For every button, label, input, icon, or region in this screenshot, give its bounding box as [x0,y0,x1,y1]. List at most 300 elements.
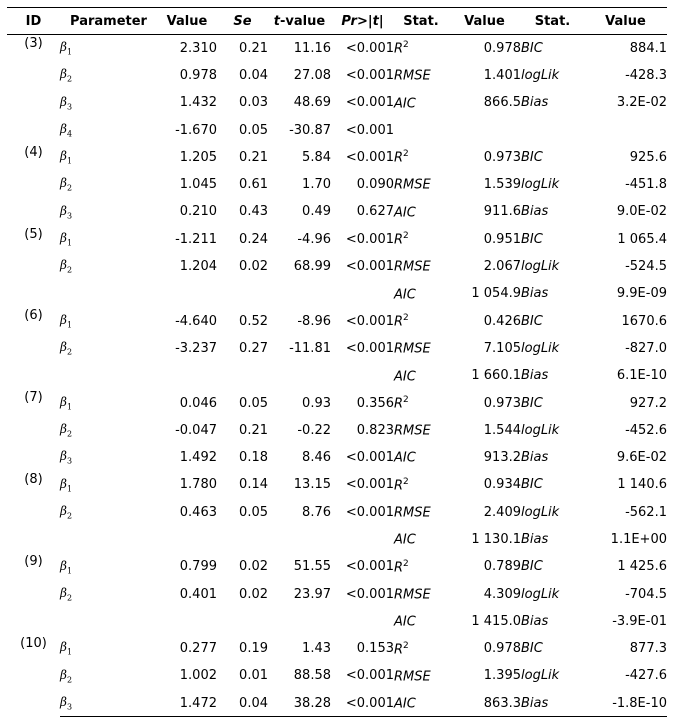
stat2-value-cell: 6.1E-10 [616,368,667,384]
se-cell: 0.21 [239,422,268,438]
stat-name: R [394,150,404,166]
stat-name-cell [394,635,448,662]
parameter-cell [60,499,157,526]
header-t-prefix: t [273,13,281,29]
value-cell: 1.492 [179,450,217,466]
p-value-cell: <0.001 [345,67,394,83]
stat2-value-cell: -524.5 [625,259,667,275]
value-cell: 1.472 [157,690,217,717]
t-value-cell: 8.76 [302,504,331,520]
stat2-value-cell [584,116,667,143]
se-cell: 0.61 [239,177,268,193]
stat-name-cell [394,144,448,171]
parameter-symbol: β [60,340,67,355]
table-row [7,89,667,116]
parameter-cell [60,198,157,225]
stat2-value-cell: -704.5 [625,586,667,602]
stat-name-cell [394,198,448,225]
table-row [7,62,667,89]
stat2-value-cell: 925.6 [629,149,667,165]
stat-name-cell [394,417,448,444]
stat-exponent: 2 [403,312,409,323]
stat2-value-cell: 1.1E+00 [610,531,667,547]
parameter-index: 2 [66,183,73,193]
table-row [7,335,667,362]
parameter-index: 3 [66,211,73,221]
value-cell: 1.204 [179,259,217,275]
p-value-cell: <0.001 [345,95,394,111]
value-cell: 1.045 [179,177,217,193]
table-row [7,35,667,62]
stat2-name-cell: logLik [521,259,560,275]
stat2-value-cell: 877.3 [629,641,667,657]
stat-name: R [394,641,404,657]
model-id: (9) [24,554,43,570]
stat-exponent: 2 [403,231,409,242]
parameter-index: 2 [66,593,73,603]
header-value: Value [157,8,217,35]
parameter-symbol: β [60,94,67,109]
p-value-cell: <0.001 [345,586,394,602]
se-cell: 0.21 [239,149,268,165]
stat2-value-cell: 9.9E-09 [616,286,667,302]
stat-name-cell [394,499,448,526]
stat-name: RMSE [394,341,431,357]
parameter-cell [60,307,157,334]
header-pr: Pr>|t| [331,8,394,35]
se-cell: 0.52 [239,313,268,329]
stat2-name-cell: BIC [521,641,543,657]
stat2-value-cell: -1.8E-10 [584,690,667,717]
stat2-value-cell: 1 425.6 [617,559,667,575]
stat-name-cell [394,580,448,607]
parameter-symbol: β [60,231,67,246]
se-cell [217,608,268,635]
table-row [7,116,667,143]
t-value-cell: -8.96 [297,313,331,329]
p-value-cell [331,362,394,389]
parameter-index: 1 [66,320,73,330]
value-cell [157,362,217,389]
t-value-cell: -0.22 [297,422,331,438]
stat-name: RMSE [394,68,431,84]
stat-value-cell: 1.395 [483,668,521,684]
stat-name-cell [394,335,448,362]
t-value-cell: 0.49 [302,204,331,220]
t-value-cell: 48.69 [293,95,331,111]
stat-name: RMSE [394,259,431,275]
parameter-cell [60,280,157,307]
t-value-cell: -30.87 [289,122,331,138]
parameter-symbol: β [60,121,67,136]
stat2-value-cell: -428.3 [625,67,667,83]
stat2-value-cell: -827.0 [625,340,667,356]
parameter-cell [60,580,157,607]
stat2-name-cell: Bias [521,204,549,220]
stat2-value-cell: -3.9E-01 [612,613,667,629]
stat2-value-cell: 884.1 [629,40,667,56]
value-cell: -0.047 [175,422,217,438]
header-t-value [268,8,331,35]
stat-name: AIC [394,368,416,384]
parameter-index: 2 [66,511,73,521]
stat2-value-cell: 9.6E-02 [616,450,667,466]
stat2-name-cell: Bias [521,368,549,384]
p-value-cell: <0.001 [345,477,394,493]
parameter-symbol: β [60,558,67,573]
t-value-cell: 38.28 [268,690,331,717]
table-row [7,253,667,280]
parameter-cell [60,526,157,553]
value-cell: 1.002 [179,668,217,684]
stat2-name-cell: BIC [521,313,543,329]
value-cell [157,608,217,635]
stat2-name-cell: Bias [521,450,549,466]
stat2-name-cell: BIC [521,395,543,411]
table-body [7,35,667,717]
model-id: (8) [24,472,43,488]
header-se: Se [217,8,268,35]
model-id: (4) [24,144,43,160]
stat-name: R [394,232,404,248]
p-value-cell: 0.823 [356,422,394,438]
stat-name-cell [394,226,448,253]
parameter-cell [60,116,157,143]
p-value-cell: <0.001 [345,340,394,356]
value-cell: 0.799 [179,559,217,575]
stat2-value-cell: -452.6 [625,422,667,438]
stat-name: R [394,314,404,330]
se-cell: 0.04 [217,690,268,717]
t-value-cell: 27.08 [293,67,331,83]
stat-value-cell: 863.3 [448,690,521,717]
p-value-cell: <0.001 [345,122,394,138]
stat-exponent: 2 [403,40,409,51]
stat-value-cell: 1.401 [483,67,521,83]
t-value-cell: 1.43 [302,641,331,657]
value-cell: 0.277 [179,641,217,657]
model-id: (10) [20,636,47,652]
stat-value-cell: 866.5 [483,95,521,111]
stat-name-cell [394,253,448,280]
t-value-cell: 51.55 [293,559,331,575]
table-row [7,226,667,253]
parameter-index: 1 [66,47,73,57]
p-value-cell: <0.001 [331,690,394,717]
header-stat-2: Stat. [521,8,584,35]
t-value-cell: 0.93 [302,395,331,411]
table-row [7,417,667,444]
parameter-symbol: β [60,585,67,600]
stat-value-cell: 0.978 [483,641,521,657]
parameter-cell [60,362,157,389]
stat2-name-cell [521,116,584,143]
stat-name: RMSE [394,587,431,603]
t-value-cell: 8.46 [302,450,331,466]
stat-name-cell [394,362,448,389]
stat2-name-cell: Bias [521,690,584,717]
table-row [7,690,667,717]
stat2-name-cell: BIC [521,40,543,56]
se-cell: 0.04 [239,67,268,83]
p-value-cell [331,608,394,635]
header-value-1: Value [448,8,521,35]
value-cell [157,280,217,307]
parameter-symbol: β [60,176,67,191]
stat-value-cell: 1 054.9 [471,286,521,302]
stat-name-cell [394,389,448,416]
table-row [7,307,667,334]
results-table [7,7,667,717]
table-row [7,580,667,607]
parameter-symbol: β [60,640,67,655]
stat2-name-cell: logLik [521,586,560,602]
table-row [7,280,667,307]
table-row [7,608,667,635]
parameter-cell [60,608,157,635]
stat-exponent: 2 [403,558,409,569]
p-value-cell: 0.627 [356,204,394,220]
parameter-cell [60,444,157,471]
p-value-cell: <0.001 [345,149,394,165]
stat2-name-cell: BIC [521,477,543,493]
parameter-index: 4 [66,129,73,139]
stat-name-cell [394,662,448,689]
t-value-cell: -4.96 [297,231,331,247]
stat-name: RMSE [394,423,431,439]
parameter-cell [60,89,157,116]
stat-exponent: 2 [403,394,409,405]
header-row [7,8,667,35]
se-cell: 0.43 [239,204,268,220]
stat-name-cell [394,171,448,198]
stat-value-cell: 0.951 [483,231,521,247]
parameter-symbol: β [60,67,67,82]
stat-name: AIC [394,614,416,630]
stat2-value-cell: 1 140.6 [617,477,667,493]
se-cell [217,280,268,307]
parameter-index: 3 [66,456,73,466]
t-value-cell: 11.16 [293,40,331,56]
parameter-index: 2 [66,675,73,685]
stat2-name-cell: logLik [521,340,560,356]
se-cell: 0.03 [239,95,268,111]
model-id: (5) [24,226,43,242]
t-value-cell: 5.84 [302,149,331,165]
value-cell: 1.780 [179,477,217,493]
stat2-name-cell: Bias [521,613,549,629]
stat-value-cell: 0.934 [483,477,521,493]
p-value-cell: <0.001 [345,559,394,575]
stat-value-cell: 0.978 [483,40,521,56]
parameter-cell [60,62,157,89]
stat-value-cell: 1 130.1 [471,531,521,547]
header-id: ID [7,8,60,35]
parameter-symbol: β [60,394,67,409]
stat2-name-cell: BIC [521,149,543,165]
se-cell: 0.14 [239,477,268,493]
t-value-cell: 68.99 [293,259,331,275]
stat2-value-cell: -562.1 [625,504,667,520]
stat-name-cell [394,690,448,717]
parameter-cell [60,417,157,444]
stat-name: RMSE [394,177,431,193]
table-row [7,444,667,471]
stat-value-cell: 0.973 [483,149,521,165]
stat-name: R [394,396,404,412]
stat-name: RMSE [394,669,431,685]
parameter-cell [60,690,157,717]
parameter-index: 1 [66,484,73,494]
se-cell: 0.05 [239,122,268,138]
header-t-rest: -value [280,13,326,29]
stat-value-cell: 1 660.1 [471,368,521,384]
se-cell: 0.27 [239,340,268,356]
stat-value-cell: 1.544 [483,422,521,438]
se-cell [217,362,268,389]
stat2-value-cell: 3.2E-02 [616,95,667,111]
value-cell: -4.640 [175,313,217,329]
parameter-index: 1 [66,238,73,248]
value-cell: -1.211 [175,231,217,247]
parameter-cell [60,253,157,280]
stat-name-cell [394,307,448,334]
stat-name-cell [394,116,448,143]
stat2-name-cell: BIC [521,231,543,247]
stat-value-cell: 4.309 [483,586,521,602]
table-row [7,662,667,689]
parameter-cell [60,389,157,416]
t-value-cell [268,526,331,553]
stat-exponent: 2 [403,476,409,487]
stat-value-cell: 2.067 [483,259,521,275]
t-value-cell: -11.81 [289,340,331,356]
stat-value-cell: 911.6 [483,204,521,220]
stat-name: AIC [394,286,416,302]
stat-name-cell [394,553,448,580]
t-value-cell: 88.58 [293,668,331,684]
table-row [7,144,667,171]
stat2-value-cell: 1 065.4 [617,231,667,247]
p-value-cell: 0.153 [356,641,394,657]
stat-name: AIC [394,532,416,548]
model-id: (6) [24,308,43,324]
parameter-symbol: β [60,667,67,682]
stat-name: RMSE [394,505,431,521]
se-cell: 0.24 [239,231,268,247]
p-value-cell: <0.001 [345,40,394,56]
parameter-index: 2 [66,347,73,357]
table-row [7,499,667,526]
se-cell: 0.18 [239,450,268,466]
parameter-symbol: β [60,312,67,327]
value-cell: 1.205 [179,149,217,165]
value-cell: 0.978 [179,67,217,83]
stat2-name-cell: Bias [521,286,549,302]
parameter-symbol: β [60,476,67,491]
parameter-cell [60,335,157,362]
parameter-index: 1 [66,156,73,166]
parameter-symbol: β [60,203,67,218]
parameter-cell [60,35,157,62]
se-cell: 0.01 [239,668,268,684]
parameter-index: 2 [66,429,73,439]
stat-value-cell [448,116,521,143]
stat-name: AIC [394,205,416,221]
parameter-symbol: β [60,694,67,709]
table-row [7,362,667,389]
stat-value-cell: 913.2 [483,450,521,466]
se-cell [217,526,268,553]
p-value-cell: <0.001 [345,313,394,329]
value-cell: 1.432 [179,95,217,111]
se-cell: 0.19 [239,641,268,657]
parameter-index: 2 [66,74,73,84]
stat2-name-cell: Bias [521,531,549,547]
stat2-value-cell: 9.0E-02 [616,204,667,220]
stat-value-cell: 2.409 [483,504,521,520]
table-row [7,171,667,198]
stat-name-cell [394,608,448,635]
t-value-cell [268,280,331,307]
table-row [7,553,667,580]
se-cell: 0.05 [239,395,268,411]
parameter-index: 3 [66,101,73,111]
stat-name-cell [394,280,448,307]
table-row [7,471,667,498]
p-value-cell: <0.001 [345,668,394,684]
stat-value-cell: 1 415.0 [471,613,521,629]
se-cell: 0.02 [239,559,268,575]
stat2-name-cell: logLik [521,668,560,684]
parameter-cell [60,635,157,662]
stat2-name-cell: Bias [521,95,549,111]
value-cell [157,526,217,553]
stat-name: R [394,41,404,57]
stat-name-cell [394,89,448,116]
table-row [7,635,667,662]
value-cell: 0.046 [179,395,217,411]
stat-value-cell: 7.105 [483,340,521,356]
stat-name: AIC [394,450,416,466]
parameter-symbol: β [60,449,67,464]
stat-name: AIC [394,696,416,712]
se-cell: 0.05 [239,504,268,520]
stat2-name-cell: logLik [521,177,560,193]
stat-value-cell: 0.789 [483,559,521,575]
stat-name-cell [394,62,448,89]
stat2-value-cell: -451.8 [625,177,667,193]
stat-name-cell [394,471,448,498]
t-value-cell [268,608,331,635]
parameter-index: 3 [66,702,73,712]
t-value-cell: 1.70 [302,177,331,193]
stat-name-cell [394,35,448,62]
p-value-cell: <0.001 [345,259,394,275]
model-id: (3) [24,36,43,51]
stat2-name-cell: logLik [521,504,560,520]
t-value-cell [268,362,331,389]
stat-name-cell [394,526,448,553]
stat-name: R [394,478,404,494]
value-cell: 0.463 [179,504,217,520]
p-value-cell: 0.090 [356,177,394,193]
stat-exponent: 2 [403,149,409,160]
parameter-cell [60,471,157,498]
header-stat-1: Stat. [394,8,448,35]
p-value-cell [331,526,394,553]
stat-value-cell: 1.539 [483,177,521,193]
